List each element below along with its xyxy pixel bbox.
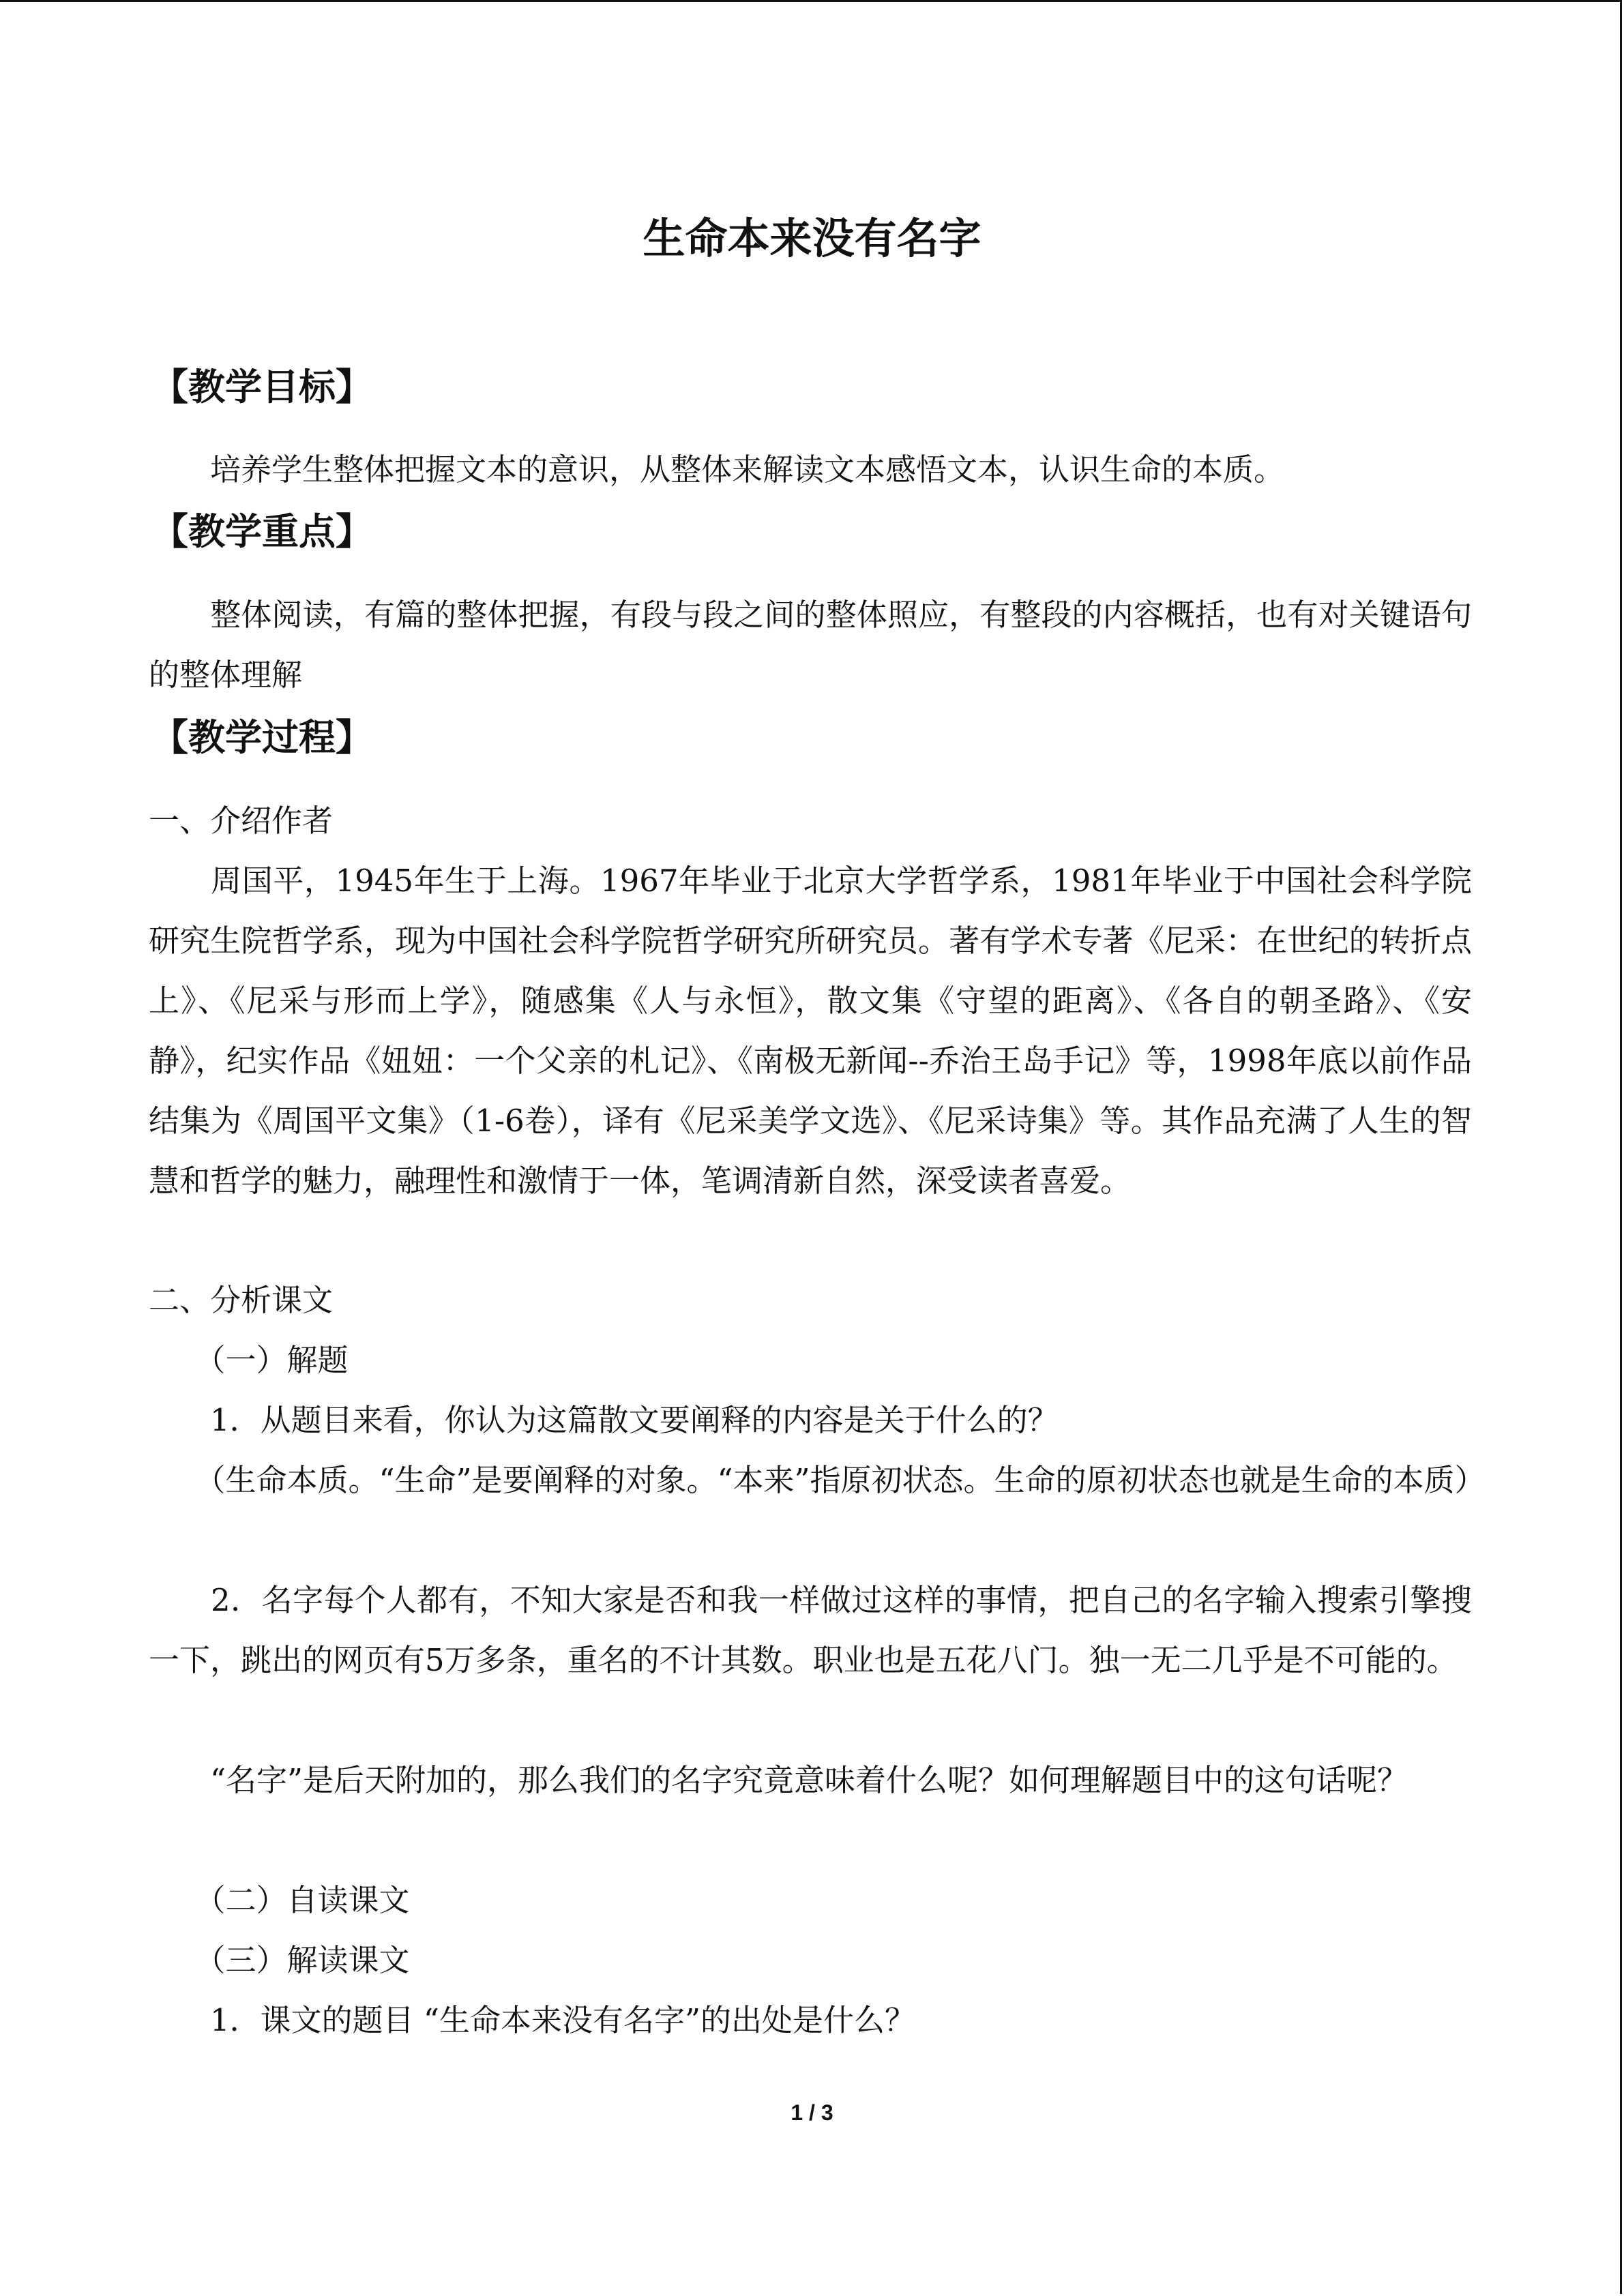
subsection-title-interpretation: （一）解题 (149, 1342, 349, 1378)
subsection-self-reading: （二）自读课文 (149, 1882, 410, 1918)
objective-text: 培养学生整体把握文本的意识，从整体来解读文本感悟文本，认识生命的本质。 (149, 451, 1285, 488)
section-introduce-author: 一、介绍作者 (149, 803, 334, 839)
question-2: 2．名字每个人都有，不知大家是否和我一样做过这样的事情，把自己的名字输入搜索引擎搜一下，跳出的网页有5万多条，重名的不计其数。职业也是五花八门。独一无二几乎是不可能的。 (149, 1582, 1472, 1678)
heading-teaching-focus: 【教学重点】 (151, 510, 372, 553)
answer-1: （生命本质。“生命”是要阐释的对象。“本来”指原初状态。生命的原初状态也就是生命的本质） (149, 1462, 1486, 1498)
question-1: 1．从题目来看，你认为这篇散文要阐释的内容是关于什么的？ (149, 1402, 1059, 1438)
author-biography: 周国平，1945年生于上海。1967年毕业于北京大学哲学系，1981年毕业于中国社会科学院研究生院哲学系，现为中国社会科学院哲学研究所研究员。著有学术专著《尼采：在世纪的转折点上》、《尼采与形而上学》，随感集《人与永恒》，散文集《守望的距离》、《各自的朝圣路》、《安静》，纪实作品《妞妞：一个父亲的札记》、《南极无新闻--乔治王岛手记》等，1998年底以前作品结集为《周国平文集》（1-6卷），译有《尼采美学文选》、《尼采诗集》等。其作品充满了人生的智慧和哲学的魅力，融理性和激情于一体，笔调清新自然，深受读者喜爱。 (149, 863, 1472, 1199)
page-number: 1 / 3 (791, 2100, 833, 2125)
heading-teaching-process: 【教学过程】 (151, 716, 372, 759)
question-2-followup: “名字”是后天附加的，那么我们的名字究竟意味着什么呢？如何理解题目中的这句话呢？ (149, 1762, 1408, 1798)
focus-text: 整体阅读，有篇的整体把握，有段与段之间的整体照应，有整段的内容概括，也有对关键语句的整体理解 (149, 597, 1472, 693)
document-title: 生命本来没有名字 (643, 213, 981, 263)
question-3: 1．课文的题目 “生命本来没有名字”的出处是什么？ (149, 2002, 915, 2038)
section-analyze-text: 二、分析课文 (149, 1282, 334, 1318)
subsection-text-interpretation: （三）解读课文 (149, 1942, 410, 1978)
heading-teaching-objectives: 【教学目标】 (151, 366, 372, 408)
